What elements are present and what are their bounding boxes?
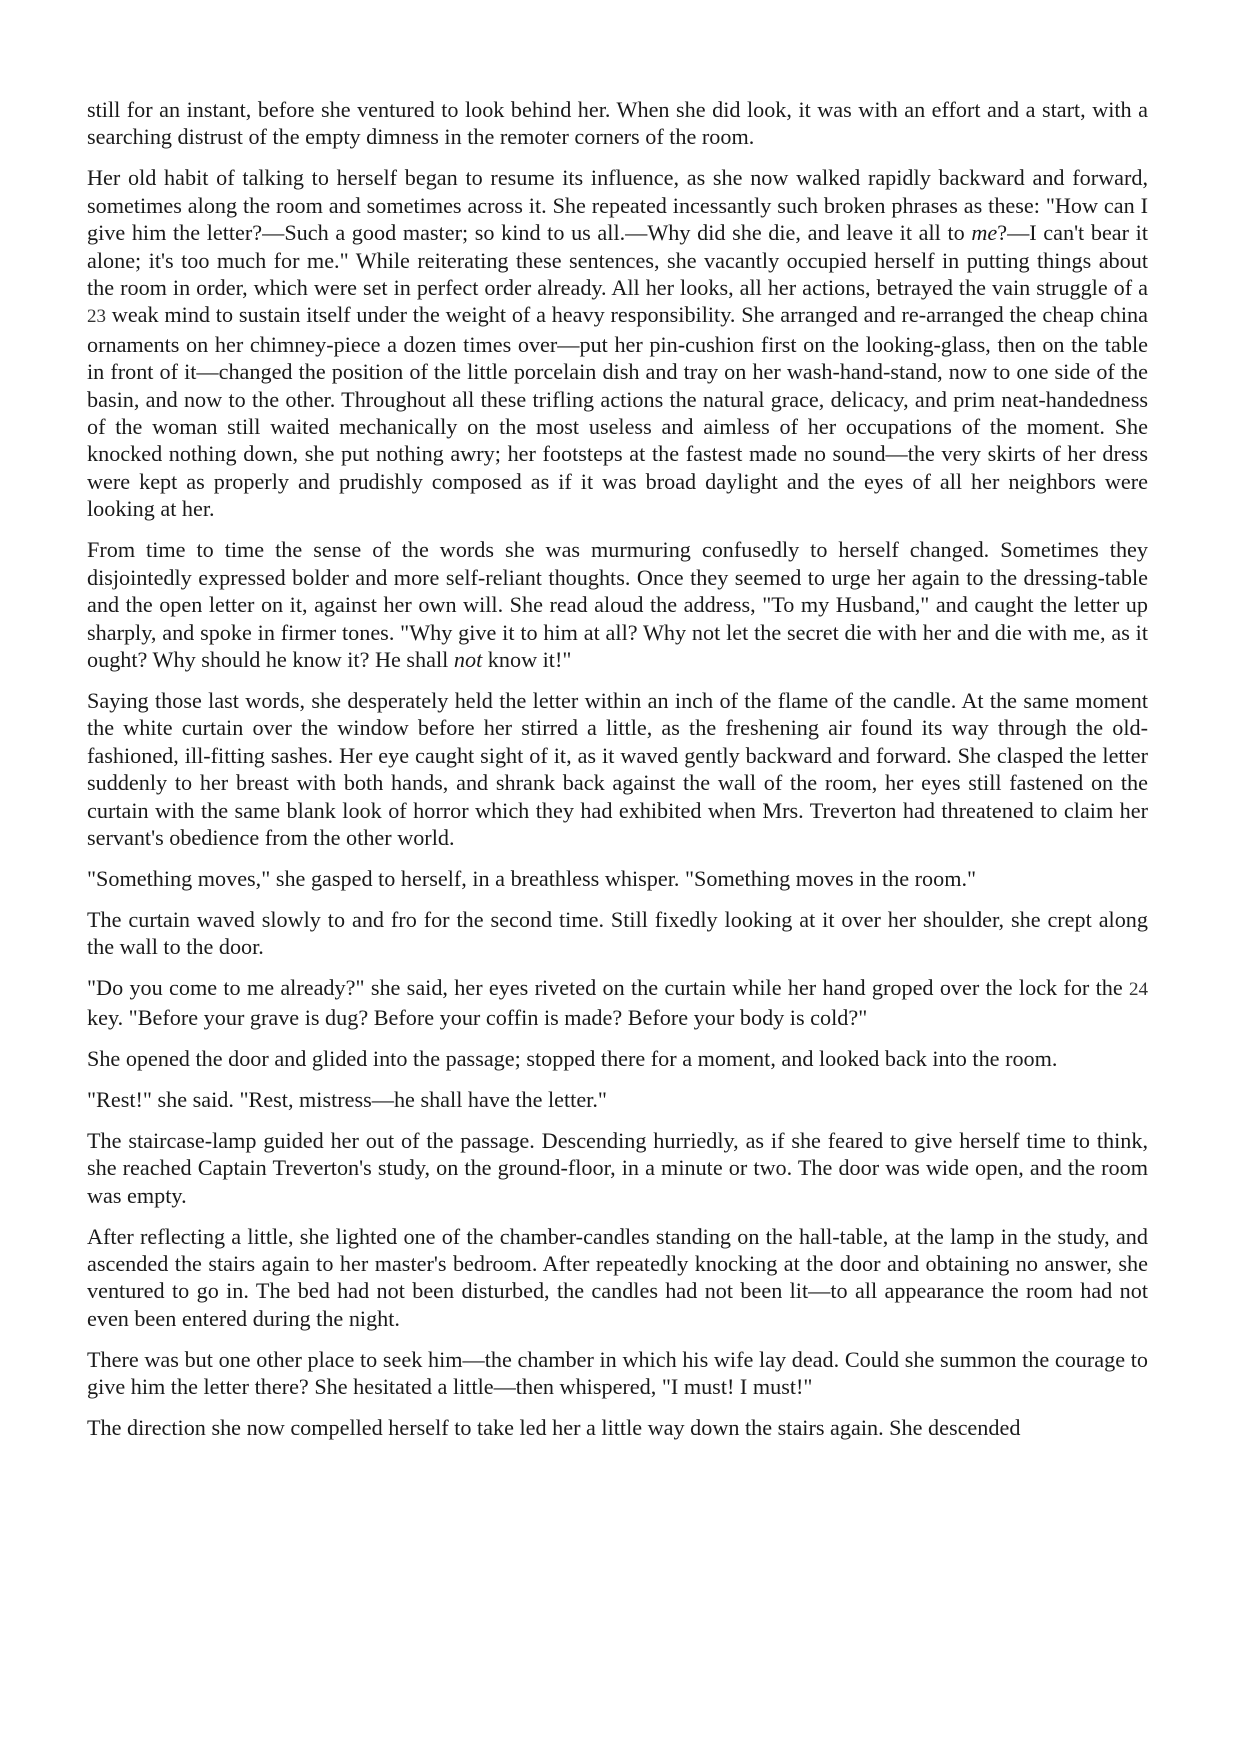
paragraph-text: The direction she now compelled herself to take led her a little way down the stairs again. She descended	[87, 1415, 1021, 1441]
paragraph-text: She opened the door and glided into the passage; stopped there for a moment, and looked back into the room.	[87, 1045, 1058, 1071]
paragraph	[87, 536, 1148, 673]
emphasis-text: me	[971, 220, 998, 246]
paragraph-text: key. "Before your grave is dug? Before your coffin is made? Before your body is cold?"	[87, 1004, 868, 1030]
emphasis-text: not	[453, 646, 483, 672]
paragraph	[87, 974, 1148, 1031]
paragraph-text: Saying those last words, she desperately held the letter within an inch of the flame of the candle. At the same moment the white curtain over the window before her stirred a little, as the freshening air found its way through the old-fashioned, ill-fitting sashes. Her eye caught sight of it, as it waved gently backward and forward. She clasped the letter suddenly to her breast with both hands, and shrank back against the wall of the room, her eyes still fastened on the curtain with the same blank look of horror which they had exhibited when Mrs. Treverton had threatened to claim her servant's obedience from the other world.	[87, 687, 1148, 850]
paragraph	[87, 96, 1148, 151]
paragraph-text: still for an instant, before she ventured to look behind her. When she did look, it was with an effort and a start, with a searching distrust of the empty dimness in the remoter corners of the room.	[87, 97, 1148, 150]
paragraph	[87, 906, 1148, 961]
paragraph	[87, 687, 1148, 851]
paragraph	[87, 1045, 1148, 1072]
paragraph	[87, 1086, 1148, 1113]
paragraph-text: Her old habit of talking to herself began to resume its influence, as she now walked rapidly backward and forward, sometimes along the room and sometimes across it. She repeated incessantly such broken phrases as these: "How can I give him the letter?—Such a good master; so kind to us all.—Why did she die, and leave it all to	[87, 165, 1148, 246]
paragraph-text: ?—I can't bear it alone; it's too much for me." While reiterating these sentences, she vacantly occupied herself in putting things about the room in order, which were set in perfect order already. All her looks, all her actions, betrayed the vain struggle of a	[87, 220, 1148, 301]
paragraph-text: After reflecting a little, she lighted one of the chamber-candles standing on the hall-table, at the lamp in the study, and ascended the stairs again to her master's bedroom. After repeatedly knocking at the door and obtaining no answer, she ventured to go in. The bed had not been disturbed, the candles had not been lit—to all appearance the room had not even been entered during the night.	[87, 1223, 1148, 1331]
paragraph-text: There was but one other place to seek him—the chamber in which his wife lay dead. Could she summon the courage to give him the letter there? She hesitated a little—then whispered, "I must! I must!"	[87, 1346, 1148, 1400]
paragraph	[87, 1127, 1148, 1209]
paragraph-text: "Do you come to me already?" she said, her eyes riveted on the curtain while her hand groped over the lock for the	[87, 975, 1129, 1001]
paragraph-text: The staircase-lamp guided her out of the passage. Descending hurriedly, as if she feared to give herself time to think, she reached Captain Treverton's study, on the ground-floor, in a minute or two. The door was wide open, and the room was empty.	[87, 1127, 1148, 1208]
paragraph	[87, 865, 1148, 892]
paragraph-text: "Rest!" she said. "Rest, mistress—he shall have the letter."	[87, 1086, 607, 1112]
book-page	[87, 96, 1148, 1442]
paragraph	[87, 1346, 1148, 1401]
paragraph	[87, 164, 1148, 522]
page-number-marker: 24	[1129, 979, 1148, 1001]
paragraph	[87, 1414, 1148, 1441]
paragraph-text: know it!"	[482, 646, 572, 672]
paragraph-text: "Something moves," she gasped to herself, in a breathless whisper. "Something moves in the room."	[87, 865, 977, 891]
paragraph	[87, 1223, 1148, 1333]
paragraph-text: The curtain waved slowly to and fro for the second time. Still fixedly looking at it over her shoulder, she crept along the wall to the door.	[87, 906, 1148, 960]
paragraph-text: weak mind to sustain itself under the weight of a heavy responsibility. She arranged and re-arranged the cheap china ornaments on her chimney-piece a dozen times over—put her pin-cushion first on the looking-glass, then on the table in front of it—changed the position of the little porcelain dish and tray on her wash-hand-stand, now to one side of the basin, and now to the other. Throughout all these trifling actions the natural grace, delicacy, and prim neat-handedness of the woman still waited mechanically on the most useless and aimless of her occupations of the moment. She knocked nothing down, she put nothing awry; her footsteps at the fastest made no sound—the very skirts of her dress were kept as properly and prudishly composed as if it was broad daylight and the eyes of all her neighbors were looking at her.	[87, 302, 1148, 522]
page-number-marker: 23	[87, 306, 106, 328]
paragraph-text: From time to time the sense of the words she was murmuring confusedly to herself changed. Sometimes they disjointedly expressed bolder and more self-reliant thoughts. Once they seemed to urge her again to the dressing-table and the open letter on it, against her own will. She read aloud the address, "To my Husband," and caught the letter up sharply, and spoke in firmer tones. "Why give it to him at all? Why not let the secret die with her and die with me, as it ought? Why should he know it? He shall	[87, 537, 1148, 672]
